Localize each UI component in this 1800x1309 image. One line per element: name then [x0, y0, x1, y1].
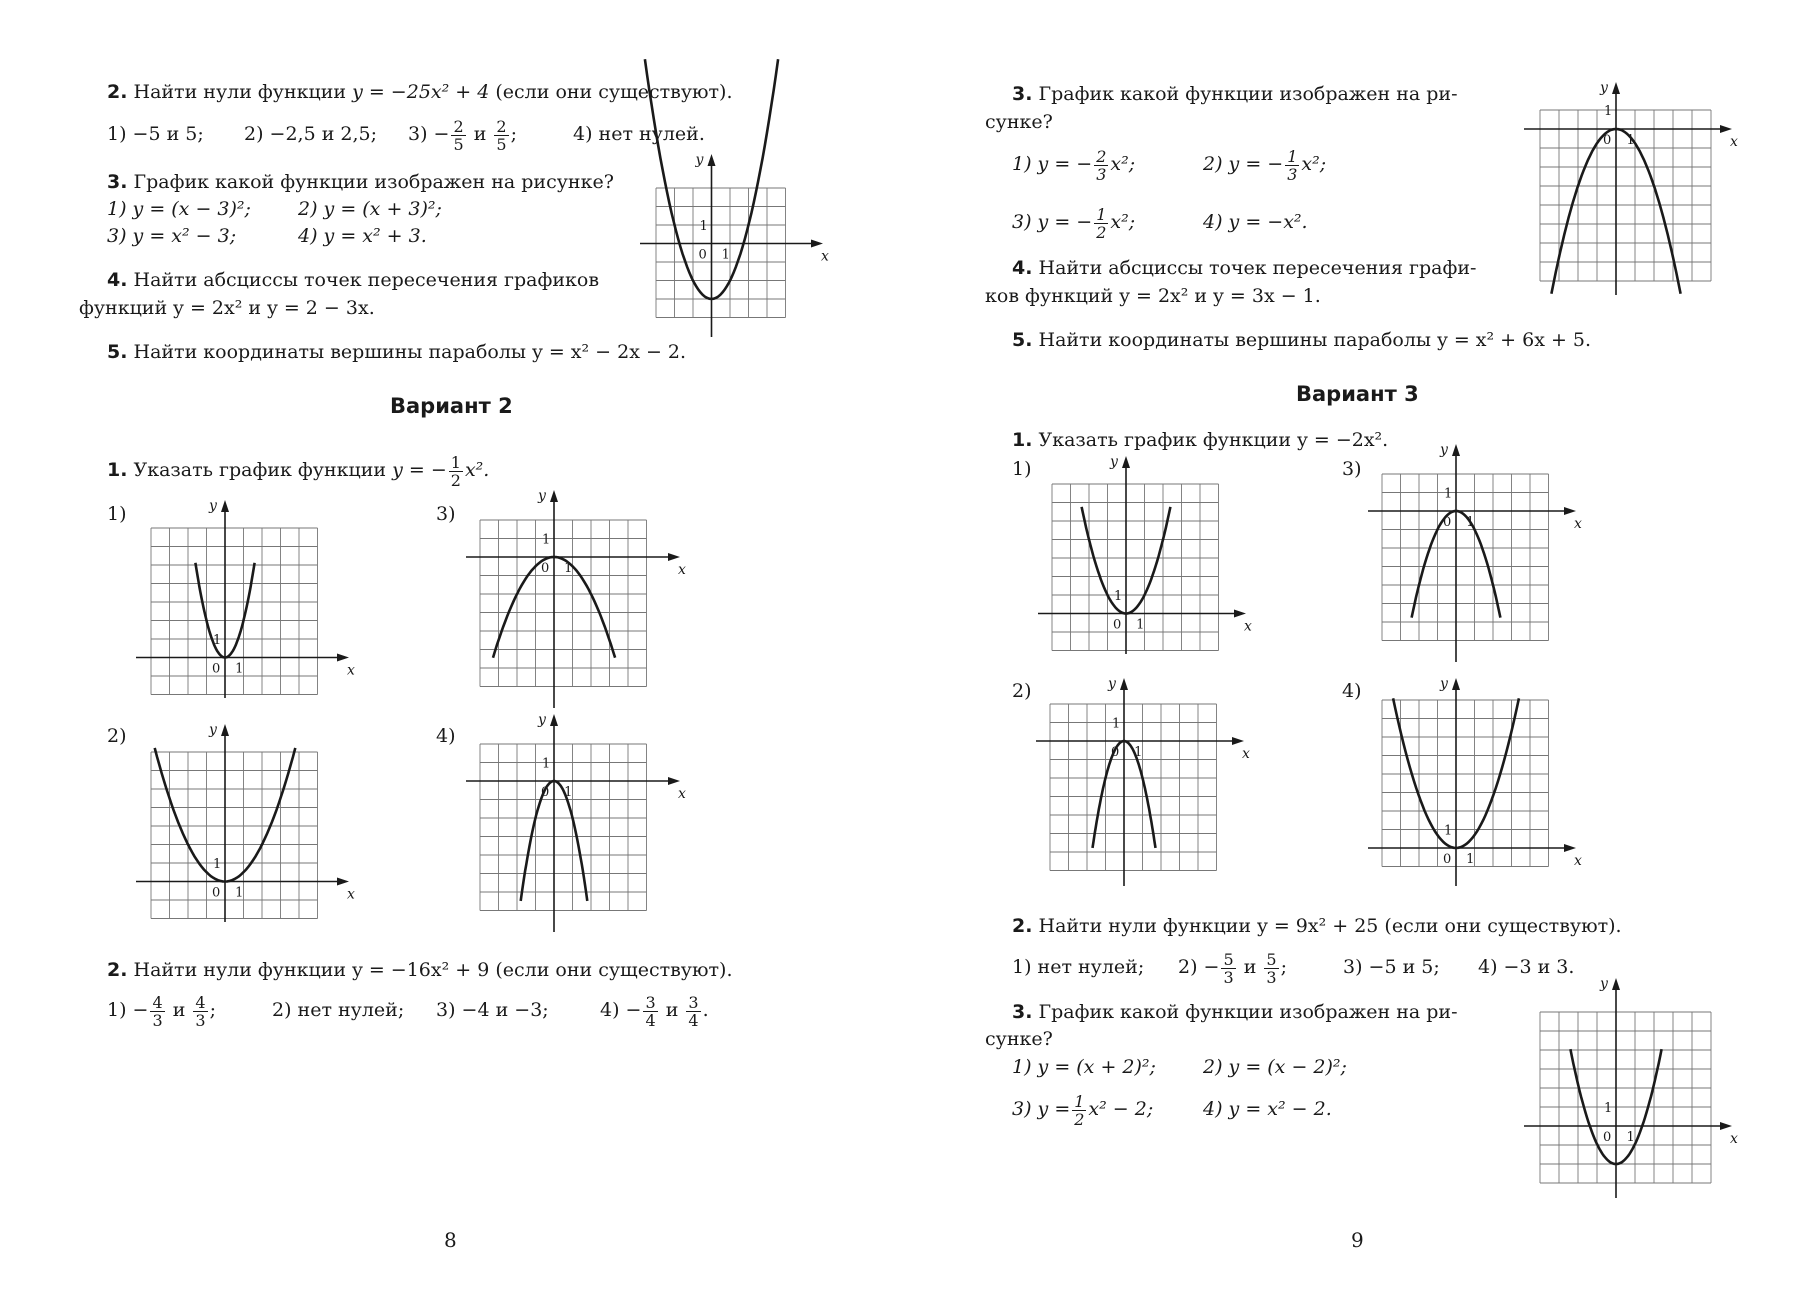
- answer-option: 3) −: [408, 123, 450, 145]
- unit-x-label: 1: [1136, 617, 1145, 633]
- equation: y = −: [392, 459, 447, 481]
- x-axis-label: x: [1730, 1131, 1738, 1147]
- fraction: [449, 454, 463, 489]
- x-axis-label: x: [1244, 618, 1252, 635]
- y-axis-arrow-icon: [1120, 678, 1128, 690]
- unit-y-label: 1: [1444, 823, 1453, 839]
- task2-answer-3: [408, 108, 517, 160]
- task2-answer-2: [244, 122, 377, 146]
- task-text: (если они существуют).: [495, 81, 733, 103]
- y-axis-label: y: [1440, 442, 1448, 458]
- unit-x-label: 1: [1466, 515, 1475, 530]
- answer-option: 2) нет нулей;: [272, 999, 405, 1021]
- unit-x-label: 1: [721, 247, 730, 263]
- answer-option: 3) −4 и −3;: [436, 999, 549, 1021]
- numerator: 3: [645, 992, 656, 1012]
- graph-label: 1): [107, 503, 127, 525]
- numerator: 5: [1266, 949, 1277, 969]
- answer-option: 4) −: [600, 999, 642, 1021]
- x-axis-arrow-icon: [1564, 844, 1576, 852]
- numerator: 1: [1074, 1091, 1085, 1111]
- x-axis-arrow-icon: [1564, 507, 1576, 515]
- task-number: 5.: [107, 341, 128, 363]
- answer-option: 4) y = x² + 3.: [298, 225, 427, 247]
- task-number: 1.: [107, 459, 128, 481]
- answer-option: 1) нет нулей;: [1012, 956, 1145, 978]
- v3-task2-answer-2: [1178, 941, 1287, 993]
- graph-label: 3): [436, 503, 456, 525]
- numerator: 1: [450, 452, 461, 472]
- y-axis-label: y: [1440, 676, 1448, 692]
- task3-line: [107, 170, 614, 194]
- x-axis-label: x: [1574, 853, 1582, 869]
- v3-task3-answer-2: [1203, 1055, 1347, 1079]
- equation: x²;: [1110, 153, 1136, 175]
- x-axis-label: x: [678, 562, 686, 578]
- r-task3-answer-2: [1203, 138, 1326, 190]
- denominator: 3: [1287, 164, 1298, 184]
- task-number: 5.: [1012, 329, 1033, 351]
- v3-task2-answer-1: [1012, 955, 1144, 979]
- origin-label: 0: [1603, 133, 1612, 148]
- task-text: функций y = 2x² и y = 2 − 3x.: [79, 297, 375, 319]
- y-axis-arrow-icon: [221, 500, 229, 512]
- x-axis-label: x: [347, 662, 355, 679]
- equation: x² − 2;: [1088, 1098, 1154, 1120]
- answer-option: 2) −2,5 и 2,5;: [244, 123, 378, 145]
- x-axis-arrow-icon: [1720, 125, 1732, 133]
- task2-answer-1: [107, 122, 204, 146]
- x-axis-arrow-icon: [1232, 737, 1244, 745]
- conjunction: и: [665, 999, 679, 1021]
- answer-option: 2) y = (x + 3)²;: [298, 198, 442, 220]
- v3-task2-line: [1012, 914, 1622, 938]
- fraction: [1221, 951, 1235, 986]
- unit-x-label: 1: [564, 561, 573, 576]
- v2-task2-answer-4: [600, 984, 709, 1036]
- page-number: 8: [444, 1228, 457, 1252]
- fraction: [1094, 148, 1108, 183]
- denominator: 2: [1096, 222, 1107, 242]
- unit-x-label: 1: [235, 885, 244, 901]
- fraction: [643, 994, 657, 1029]
- unit-x-label: 1: [1626, 1130, 1635, 1145]
- answer-option: 1) y = −: [1012, 153, 1093, 175]
- origin-label: 0: [1111, 745, 1120, 760]
- unit-y-label: 1: [542, 756, 551, 772]
- numerator: 5: [1223, 949, 1234, 969]
- punctuation: ;: [1280, 956, 1288, 978]
- fraction: [494, 118, 508, 153]
- graph-label: 3): [1342, 458, 1362, 480]
- y-axis-label: y: [695, 152, 704, 168]
- unit-y-label: 1: [1112, 716, 1121, 732]
- origin-label: 0: [1603, 1130, 1612, 1145]
- graph-label: 2): [107, 725, 127, 747]
- graph-label: 2): [1012, 680, 1032, 702]
- y-axis-arrow-icon: [221, 724, 229, 736]
- denominator: 3: [1266, 967, 1277, 987]
- task3-answer-3: [107, 224, 236, 248]
- x-axis-label: x: [1574, 516, 1582, 532]
- x-axis-label: x: [821, 248, 829, 265]
- denominator: 4: [688, 1010, 699, 1030]
- v2-task2-answer-3: [436, 998, 549, 1022]
- equation: x²;: [1301, 153, 1327, 175]
- r-task3-line2: [985, 110, 1053, 134]
- task3-answer-1: [107, 197, 251, 221]
- x-axis-arrow-icon: [668, 553, 680, 561]
- denominator: 3: [1223, 967, 1234, 987]
- conjunction: и: [172, 999, 186, 1021]
- unit-x-label: 1: [1466, 852, 1475, 867]
- unit-x-label: 1: [235, 661, 244, 677]
- v3-task3-answer-3: [1012, 1083, 1153, 1135]
- fraction: [1264, 951, 1278, 986]
- task-number: 3.: [1012, 1001, 1033, 1023]
- task-text: Указать график функции y = −2x².: [1038, 429, 1389, 451]
- task-text: Найти абсциссы точек пересечения графи-: [1038, 257, 1477, 279]
- task-text: Найти абсциссы точек пересечения графиков: [133, 269, 600, 291]
- fraction: [193, 994, 207, 1029]
- origin-label: 0: [541, 561, 550, 576]
- numerator: 4: [195, 992, 206, 1012]
- task-text: График какой функции изображен на ри-: [1038, 1001, 1458, 1023]
- r-task3-answer-1: [1012, 138, 1135, 190]
- y-axis-label: y: [538, 712, 546, 728]
- page-number: 9: [1351, 1228, 1364, 1252]
- graph-v3-task3: [1524, 976, 1746, 1204]
- unit-y-label: 1: [213, 857, 222, 872]
- answer-option: 3) y =: [1012, 1098, 1071, 1120]
- v2-task2-line: [107, 958, 733, 982]
- numerator: 4: [152, 992, 163, 1012]
- task4-line1: [107, 268, 599, 292]
- v3-task3-answer-1: [1012, 1055, 1156, 1079]
- denominator: 5: [496, 134, 507, 154]
- denominator: 3: [195, 1010, 206, 1030]
- equation: x².: [464, 459, 490, 481]
- v3-task3-answer-4: [1203, 1097, 1332, 1121]
- task2-answer-4: [573, 122, 705, 146]
- task-text: Найти координаты вершины параболы y = x² − 2x − 2.: [133, 341, 687, 363]
- v3-task3-line1: [1012, 1000, 1458, 1024]
- unit-y-label: 1: [1604, 1101, 1613, 1116]
- x-axis-label: x: [347, 886, 355, 903]
- task-number: 4.: [107, 269, 128, 291]
- task3-answer-2: [298, 197, 442, 221]
- task-text: Найти нули функции y = 9x² + 25 (если они существуют).: [1038, 915, 1622, 937]
- numerator: 2: [496, 116, 507, 136]
- answer-option: 2) −: [1178, 956, 1220, 978]
- answer-option: 2) y = −: [1203, 153, 1284, 175]
- denominator: 2: [1074, 1109, 1085, 1129]
- numerator: 3: [688, 992, 699, 1012]
- graph-v3-4: [1368, 676, 1582, 892]
- conjunction: и: [473, 123, 487, 145]
- y-axis-label: y: [1108, 676, 1116, 692]
- unit-x-label: 1: [564, 785, 573, 800]
- y-axis-arrow-icon: [1612, 82, 1620, 94]
- origin-label: 0: [1443, 515, 1452, 530]
- task-text: Найти нули функции: [133, 81, 347, 103]
- task4-line2: [79, 296, 375, 320]
- denominator: 3: [1096, 164, 1107, 184]
- r-task4-line1: [1012, 256, 1476, 280]
- x-axis-arrow-icon: [1720, 1122, 1732, 1130]
- numerator: 1: [1287, 146, 1298, 166]
- y-axis-label: y: [1110, 454, 1118, 470]
- task-text: График какой функции изображен на ри-: [1038, 83, 1458, 105]
- task-number: 3.: [1012, 83, 1033, 105]
- answer-option: 4) y = −x².: [1203, 211, 1308, 233]
- v3-task1-line: [1012, 428, 1388, 452]
- answer-option: 3) y = −: [1012, 211, 1093, 233]
- graph-v2-4: [466, 712, 686, 932]
- fraction: [150, 994, 164, 1029]
- origin-label: 0: [541, 785, 550, 800]
- task-text: Найти нули функции y = −16x² + 9 (если они существуют).: [133, 959, 733, 981]
- graph-v3-2: [1036, 676, 1250, 892]
- graph-label: 4): [1342, 680, 1362, 702]
- unit-y-label: 1: [1114, 589, 1123, 604]
- punctuation: .: [702, 999, 709, 1021]
- task-number: 1.: [1012, 429, 1033, 451]
- task-text: сунке?: [985, 1028, 1053, 1050]
- answer-option: 1) y = (x − 3)²;: [107, 198, 251, 220]
- task-number: 2.: [107, 959, 128, 981]
- punctuation: ;: [510, 123, 518, 145]
- origin-label: 0: [1443, 852, 1452, 867]
- origin-label: 0: [698, 247, 707, 263]
- unit-x-label: 1: [1134, 745, 1143, 760]
- y-axis-label: y: [1600, 976, 1608, 992]
- x-axis-label: x: [1730, 134, 1738, 150]
- x-axis-arrow-icon: [668, 777, 680, 785]
- r-task3-line1: [1012, 82, 1458, 106]
- answer-option: 2) y = (x − 2)²;: [1203, 1056, 1347, 1078]
- v2-task1-line: [107, 444, 489, 496]
- y-axis-label: y: [538, 488, 546, 504]
- graph-v2-1: [136, 498, 355, 708]
- r-task4-line2: [985, 284, 1321, 308]
- answer-option: 3) −5 и 5;: [1343, 956, 1440, 978]
- equation: x²;: [1110, 211, 1136, 233]
- fraction: [1285, 148, 1299, 183]
- r-task5-line: [1012, 328, 1591, 352]
- conjunction: и: [1243, 956, 1257, 978]
- unit-y-label: 1: [699, 219, 708, 234]
- answer-option: 4) −3 и 3.: [1478, 956, 1575, 978]
- numerator: 2: [1096, 146, 1107, 166]
- denominator: 5: [453, 134, 464, 154]
- task-number: 4.: [1012, 257, 1033, 279]
- task5-line: [107, 340, 686, 364]
- graph-v2-2: [136, 722, 355, 932]
- r-task3-answer-4: [1203, 210, 1308, 234]
- unit-x-label: 1: [1626, 133, 1635, 148]
- graph-v2-3: [466, 488, 686, 708]
- denominator: 4: [645, 1010, 656, 1030]
- origin-label: 0: [1113, 617, 1122, 633]
- answer-option: 1) −5 и 5;: [107, 123, 204, 145]
- origin-label: 0: [212, 885, 221, 901]
- answer-option: 1) y = (x + 2)²;: [1012, 1056, 1156, 1078]
- task-text: Найти координаты вершины параболы y = x² + 6x + 5.: [1038, 329, 1592, 351]
- graph-task3: [640, 152, 840, 342]
- v3-task2-answer-3: [1343, 955, 1440, 979]
- task-number: 3.: [107, 171, 128, 193]
- fraction: [1072, 1093, 1086, 1128]
- y-axis-label: y: [209, 722, 217, 738]
- origin-label: 0: [212, 661, 221, 677]
- x-axis-label: x: [1242, 746, 1250, 762]
- task-text: График какой функции изображен на рисунке?: [133, 171, 614, 193]
- task-number: 2.: [107, 81, 128, 103]
- graph-label: 4): [436, 725, 456, 747]
- unit-y-label: 1: [1444, 486, 1453, 502]
- v3-task3-line2: [985, 1027, 1053, 1051]
- x-axis-label: x: [678, 786, 686, 802]
- denominator: 3: [152, 1010, 163, 1030]
- answer-option: 3) y = x² − 3;: [107, 225, 237, 247]
- answer-option: 4) y = x² − 2.: [1203, 1098, 1332, 1120]
- graph-v3-3: [1368, 442, 1582, 662]
- answer-option: 1) −: [107, 999, 149, 1021]
- y-axis-label: y: [209, 498, 217, 514]
- task-number: 2.: [1012, 915, 1033, 937]
- x-axis-arrow-icon: [811, 240, 823, 248]
- v2-task2-answer-2: [272, 998, 404, 1022]
- unit-y-label: 1: [1604, 104, 1613, 119]
- graph-label: 1): [1012, 458, 1032, 480]
- answer-option: 4) нет нулей.: [573, 123, 705, 145]
- equation: y = −25x² + 4: [352, 81, 490, 103]
- variant-heading: Вариант 3: [1296, 382, 1419, 406]
- unit-y-label: 1: [542, 532, 551, 548]
- x-axis-arrow-icon: [1234, 610, 1246, 618]
- y-axis-arrow-icon: [1122, 456, 1130, 468]
- fraction: [1094, 206, 1108, 241]
- variant-heading: Вариант 2: [390, 394, 513, 418]
- graph-v3-1: [1038, 454, 1252, 664]
- task3-answer-4: [298, 224, 427, 248]
- y-axis-arrow-icon: [1452, 678, 1460, 690]
- fraction: [451, 118, 465, 153]
- task2-line: [107, 80, 733, 104]
- denominator: 2: [450, 470, 461, 490]
- v2-task2-answer-1: [107, 984, 216, 1036]
- numerator: 2: [453, 116, 464, 136]
- numerator: 1: [1096, 204, 1107, 224]
- fraction: [686, 994, 700, 1029]
- punctuation: ;: [209, 999, 217, 1021]
- unit-y-label: 1: [213, 633, 222, 648]
- task-text: ков функций y = 2x² и y = 3x − 1.: [985, 285, 1321, 307]
- graph-r-task3: [1524, 80, 1746, 300]
- y-axis-label: y: [1600, 80, 1608, 96]
- v3-task2-answer-4: [1478, 955, 1574, 979]
- task-text: Указать график функции: [133, 459, 387, 481]
- task-text: сунке?: [985, 111, 1053, 133]
- r-task3-answer-3: [1012, 196, 1135, 248]
